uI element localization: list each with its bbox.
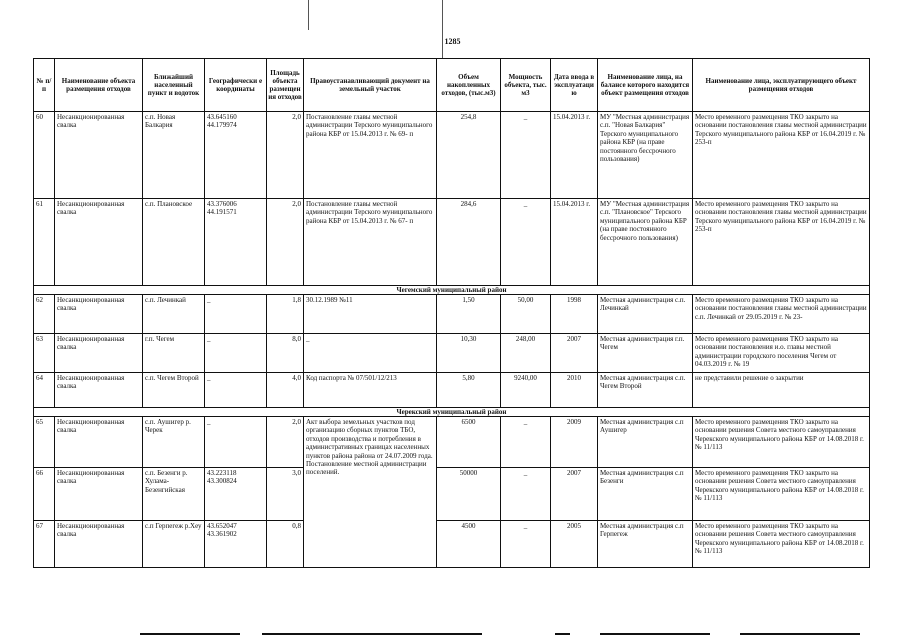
cell-owner: Местная администрация г.п. Чегем	[598, 334, 693, 373]
cell-capacity: 9240,00	[501, 373, 551, 408]
scan-artifact-line	[442, 0, 443, 58]
cell-coords: 43.652047 43.361902	[205, 521, 267, 568]
cell-name: Несанкционированная свалка	[55, 417, 143, 468]
table-row	[34, 373, 870, 408]
table-row	[34, 334, 870, 373]
cell-place: с.п Герпегеж р.Хеу	[143, 521, 205, 568]
cell-number: 67	[34, 521, 55, 568]
cell-area: 1,8	[267, 295, 304, 334]
table-row	[34, 521, 870, 568]
scan-artifact-dash	[555, 633, 570, 635]
scan-artifact-line	[308, 0, 309, 30]
cell-name: Несанкционированная свалка	[55, 199, 143, 286]
cell-number: 65	[34, 417, 55, 468]
cell-date: 2005	[551, 521, 598, 568]
col-header-name: Наименование объекта размещения отходов	[55, 59, 143, 112]
cell-area: 2,0	[267, 199, 304, 286]
cell-owner: МУ "Местная администрация с.п. "Плановское" Терского муниципального района КБР (на праве постоянного бессрочного пользования)	[598, 199, 693, 286]
cell-coords: _	[205, 295, 267, 334]
region-row	[34, 408, 870, 417]
cell-coords: 43.223118 43.300824	[205, 468, 267, 521]
col-header-area: Площадь объекта размещения отходов	[267, 59, 304, 112]
header-row	[34, 59, 870, 112]
cell-volume: 6500	[437, 417, 501, 468]
cell-volume: 4500	[437, 521, 501, 568]
col-header-date: Дата ввода в эксплуатацию	[551, 59, 598, 112]
cell-number: 66	[34, 468, 55, 521]
table-row	[34, 295, 870, 334]
cell-place: с.п. Чегем Второй	[143, 373, 205, 408]
cell-place: с.п. Новая Балкария	[143, 112, 205, 199]
cell-volume: 10,30	[437, 334, 501, 373]
cell-name: Несанкционированная свалка	[55, 521, 143, 568]
cell-owner: Местная администрация с.п Герпегеж	[598, 521, 693, 568]
cell-volume: 254,8	[437, 112, 501, 199]
cell-volume: 50000	[437, 468, 501, 521]
cell-volume: 284,6	[437, 199, 501, 286]
col-header-document: Правоустанавливающий документ на земельный участок	[304, 59, 437, 112]
cell-date: 2007	[551, 468, 598, 521]
table-row	[34, 417, 870, 468]
col-header-coords: Географически е координаты	[205, 59, 267, 112]
cell-document: Постановление главы местной администрации Терского муниципального района КБР от 15.04.2013 г. № 67- п	[304, 199, 437, 286]
scan-artifact-dash	[262, 633, 482, 635]
cell-operator: Место временного размещения ТКО закрыто на основании решения Совета местного самоуправления Черекского муниципального района КБР от 14.08.2018 г. № 11/113	[693, 417, 870, 468]
cell-area: 4,0	[267, 373, 304, 408]
cell-volume: 5,80	[437, 373, 501, 408]
cell-coords: 43.376006 44.191571	[205, 199, 267, 286]
cell-number: 60	[34, 112, 55, 199]
scan-artifact-dash	[740, 633, 860, 635]
cell-capacity: _	[501, 417, 551, 468]
cell-date: 2009	[551, 417, 598, 468]
cell-owner: Местная администрация с.п Аушигер	[598, 417, 693, 468]
cell-owner: Местная администрация с.п. Лечинкай	[598, 295, 693, 334]
cell-place: с.п. Лечинкай	[143, 295, 205, 334]
scan-artifact-dash	[600, 633, 710, 635]
page-number: 1285	[444, 37, 461, 46]
cell-name: Несанкционированная свалка	[55, 295, 143, 334]
cell-area: 0,8	[267, 521, 304, 568]
cell-date: 15.04.2013 г.	[551, 199, 598, 286]
cell-number: 63	[34, 334, 55, 373]
region-heading: Черекский муниципальный район	[34, 408, 870, 417]
cell-capacity: _	[501, 199, 551, 286]
cell-place: г.п. Чегем	[143, 334, 205, 373]
cell-name: Несанкционированная свалка	[55, 468, 143, 521]
col-header-volume: Объем накопленных отходов, (тыс.м3)	[437, 59, 501, 112]
col-header-capacity: Мощность объекта, тыс. м3	[501, 59, 551, 112]
cell-owner: Местная администрация с.п. Чегем Второй	[598, 373, 693, 408]
cell-number: 61	[34, 199, 55, 286]
cell-document: 30.12.1989 №11	[304, 295, 437, 334]
cell-name: Несанкционированная свалка	[55, 373, 143, 408]
cell-capacity: _	[501, 112, 551, 199]
cell-operator: Место временного размещения ТКО закрыто на основании постановления главы местной администрации Терского муниципального района КБР от 16.04.2019 г. № 253-п	[693, 112, 870, 199]
cell-coords: 43.645160 44.179974	[205, 112, 267, 199]
cell-name: Несанкционированная свалка	[55, 112, 143, 199]
cell-area: 3,0	[267, 468, 304, 521]
col-header-place: Ближайший населенный пункт и водоток	[143, 59, 205, 112]
col-header-operator: Наименование лица, эксплуатирующего объект размещения отходов	[693, 59, 870, 112]
cell-name: Несанкционированная свалка	[55, 334, 143, 373]
cell-place: с.п. Безенги р. Хулама-Безенгийская	[143, 468, 205, 521]
col-header-number: № п/п	[34, 59, 55, 112]
cell-document: Акт выбора земельных участков под организацию сборных пунктов ТБО, отходов производства и потребления в административных границах населенных пунктов района района от 24.07.2009 года. Постановление местной администрации поселений.	[304, 417, 437, 568]
cell-document: Постановление главы местной администрации Терского муниципального района КБР от 15.04.2013 г. № 69- п	[304, 112, 437, 199]
cell-number: 62	[34, 295, 55, 334]
cell-operator: не представили решение о закрытии	[693, 373, 870, 408]
cell-date: 15.04.2013 г.	[551, 112, 598, 199]
cell-date: 2010	[551, 373, 598, 408]
cell-capacity: _	[501, 468, 551, 521]
cell-operator: Место временного размещения ТКО закрыто на основании решения Совета местного самоуправления Черекского муниципального района КБР от 14.08.2018 г. № 11/113	[693, 521, 870, 568]
cell-operator: Место временного размещения ТКО закрыто на основании постановления главы местной администрации с.п. Лечинкай от 29.05.2019 г. № 23-	[693, 295, 870, 334]
cell-operator: Место временного размещения ТКО закрыто на основании решения Совета местного самоуправления Черекского муниципального района КБР от 14.08.2018 г. № 11/113	[693, 468, 870, 521]
cell-area: 8,0	[267, 334, 304, 373]
cell-place: с.п. Аушигер р. Черек	[143, 417, 205, 468]
cell-document: _	[304, 334, 437, 373]
cell-place: с.п. Плановское	[143, 199, 205, 286]
cell-coords: _	[205, 334, 267, 373]
cell-date: 2007	[551, 334, 598, 373]
cell-coords: _	[205, 417, 267, 468]
region-heading: Чегемский муниципальный район	[34, 286, 870, 295]
cell-coords: _	[205, 373, 267, 408]
cell-operator: Место временного размещения ТКО закрыто на основании постановления главы местной администрации Терского муниципального района КБР от 16.04.2019 г. № 253-п	[693, 199, 870, 286]
col-header-owner: Наименование лица, на балансе которого находится объект размещения отходов	[598, 59, 693, 112]
scan-artifact-dash	[140, 633, 240, 635]
cell-number: 64	[34, 373, 55, 408]
cell-owner: Местная администрация с.п Безенги	[598, 468, 693, 521]
cell-document: Код паспорта № 07/501/12/213	[304, 373, 437, 408]
cell-area: 2,0	[267, 417, 304, 468]
table-row	[34, 468, 870, 521]
cell-capacity: 248,00	[501, 334, 551, 373]
cell-date: 1998	[551, 295, 598, 334]
cell-volume: 1,50	[437, 295, 501, 334]
table-row	[34, 199, 870, 286]
cell-area: 2,0	[267, 112, 304, 199]
region-row	[34, 286, 870, 295]
landfill-register-table	[33, 58, 870, 568]
cell-owner: МУ "Местная администрация с.п. "Новая Балкария" Терского муниципального района КБР (на праве постоянного бессрочного пользования)	[598, 112, 693, 199]
cell-capacity: 50,00	[501, 295, 551, 334]
table-row	[34, 112, 870, 199]
cell-capacity: _	[501, 521, 551, 568]
cell-operator: Место временного размещения ТКО закрыто на основании постановления и.о. главы местной администрации городского поселения Чегем от 04.03.2019 г. № 19	[693, 334, 870, 373]
